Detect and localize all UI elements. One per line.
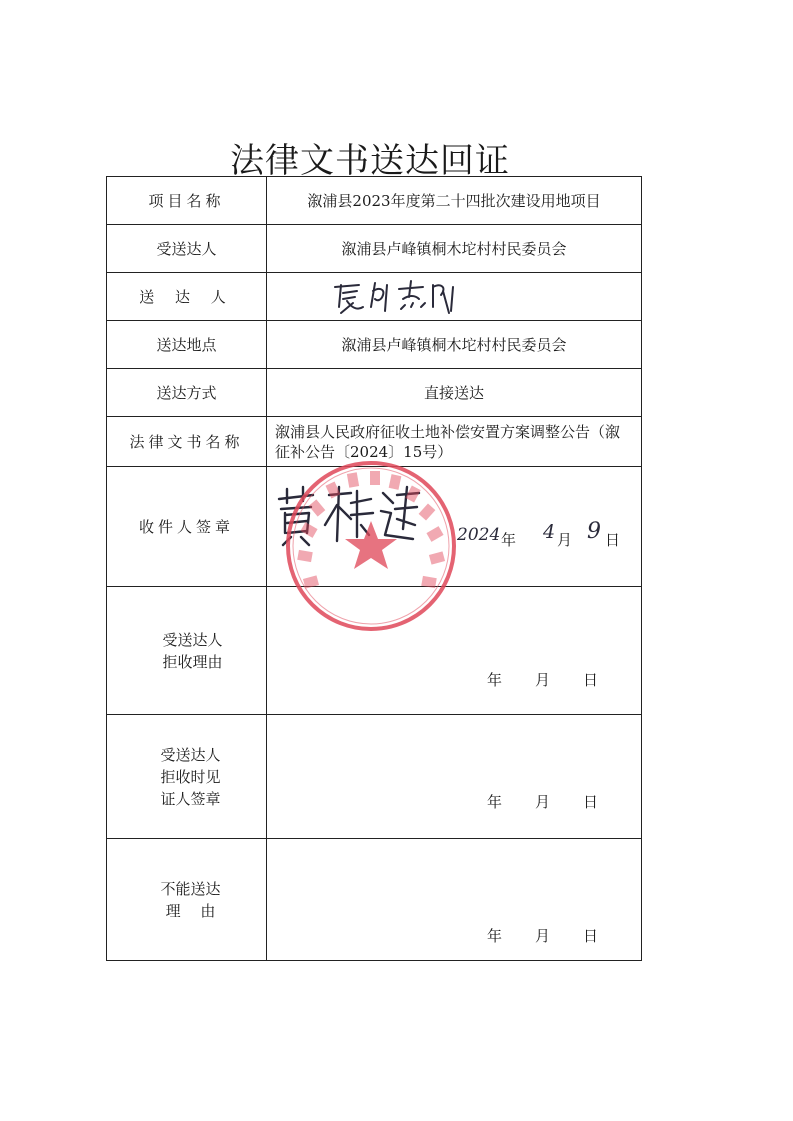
- method-value: 直接送达: [423, 384, 484, 402]
- undeliverable-date-year-unit: 年: [487, 927, 503, 945]
- signature-date-month-unit: 月: [557, 531, 573, 549]
- undeliverable-date: [487, 925, 607, 945]
- undeliverable-date-month-unit: 月: [535, 927, 551, 945]
- recipient-row: [107, 225, 641, 273]
- refusal-date-day-unit: 日: [583, 671, 599, 689]
- refusal-date: [487, 669, 607, 689]
- doc-name-row: [107, 417, 641, 467]
- method-label: 送达方式: [107, 369, 267, 416]
- witness-row: [107, 715, 641, 839]
- signature-date-day: 9: [587, 519, 601, 544]
- undeliverable-label-line2: 理 由: [165, 901, 216, 920]
- witness-date-month-unit: 月: [535, 793, 551, 811]
- signature-label: 收件人签章: [107, 467, 267, 586]
- signature-date-year: 2024: [457, 525, 501, 545]
- delivery-receipt-table: [106, 176, 642, 961]
- witness-label-line1: 受送达人: [160, 745, 221, 764]
- sender-handwritten-signature: [329, 277, 469, 317]
- sender-label: 送 达 人: [107, 273, 267, 320]
- project-value: 溆浦县2023年度第二十四批次建设用地项目: [307, 192, 601, 210]
- signature-date-day-unit: 日: [605, 531, 621, 549]
- refusal-date-year-unit: 年: [487, 671, 503, 689]
- signature-date-year-unit: 年: [501, 531, 517, 549]
- place-label: 送达地点: [107, 321, 267, 368]
- recipient-value: 溆浦县卢峰镇桐木坨村村民委员会: [341, 240, 567, 258]
- signature-cell: [267, 467, 641, 586]
- refusal-reason-row: [107, 587, 641, 715]
- refusal-reason-cell: [267, 587, 641, 714]
- document-title: 法律文书送达回证: [230, 141, 510, 181]
- doc-name-value: 溆浦县人民政府征收土地补偿安置方案调整公告（溆征补公告〔2024〕15号）: [275, 422, 621, 461]
- refusal-date-month-unit: 月: [535, 671, 551, 689]
- undeliverable-cell: [267, 839, 641, 960]
- method-row: [107, 369, 641, 417]
- signature-row: [107, 467, 641, 587]
- witness-date: [487, 791, 607, 811]
- place-value: 溆浦县卢峰镇桐木坨村村民委员会: [341, 336, 567, 354]
- signature-date: [457, 519, 621, 553]
- undeliverable-label-line1: 不能送达: [160, 879, 221, 898]
- sender-row: [107, 273, 641, 321]
- witness-label: [107, 715, 267, 838]
- undeliverable-row: [107, 839, 641, 960]
- project-row: [107, 177, 641, 225]
- witness-cell: [267, 715, 641, 838]
- recipient-handwritten-signature: [273, 485, 423, 547]
- refusal-reason-label-line1: 受送达人: [162, 630, 223, 649]
- witness-label-line2: 拒收时见: [160, 767, 221, 786]
- witness-date-day-unit: 日: [583, 793, 599, 811]
- witness-date-year-unit: 年: [487, 793, 503, 811]
- doc-name-label: 法律文书名称: [107, 417, 267, 466]
- signature-date-month: 4: [543, 521, 556, 543]
- refusal-reason-label-line2: 拒收理由: [162, 652, 223, 671]
- place-row: [107, 321, 641, 369]
- project-label: 项目名称: [107, 177, 267, 224]
- undeliverable-date-day-unit: 日: [583, 927, 599, 945]
- undeliverable-label: [107, 839, 267, 960]
- refusal-reason-label: [107, 587, 267, 714]
- witness-label-line3: 证人签章: [160, 789, 221, 808]
- sender-signature-cell: [267, 273, 641, 320]
- recipient-label: 受送达人: [107, 225, 267, 272]
